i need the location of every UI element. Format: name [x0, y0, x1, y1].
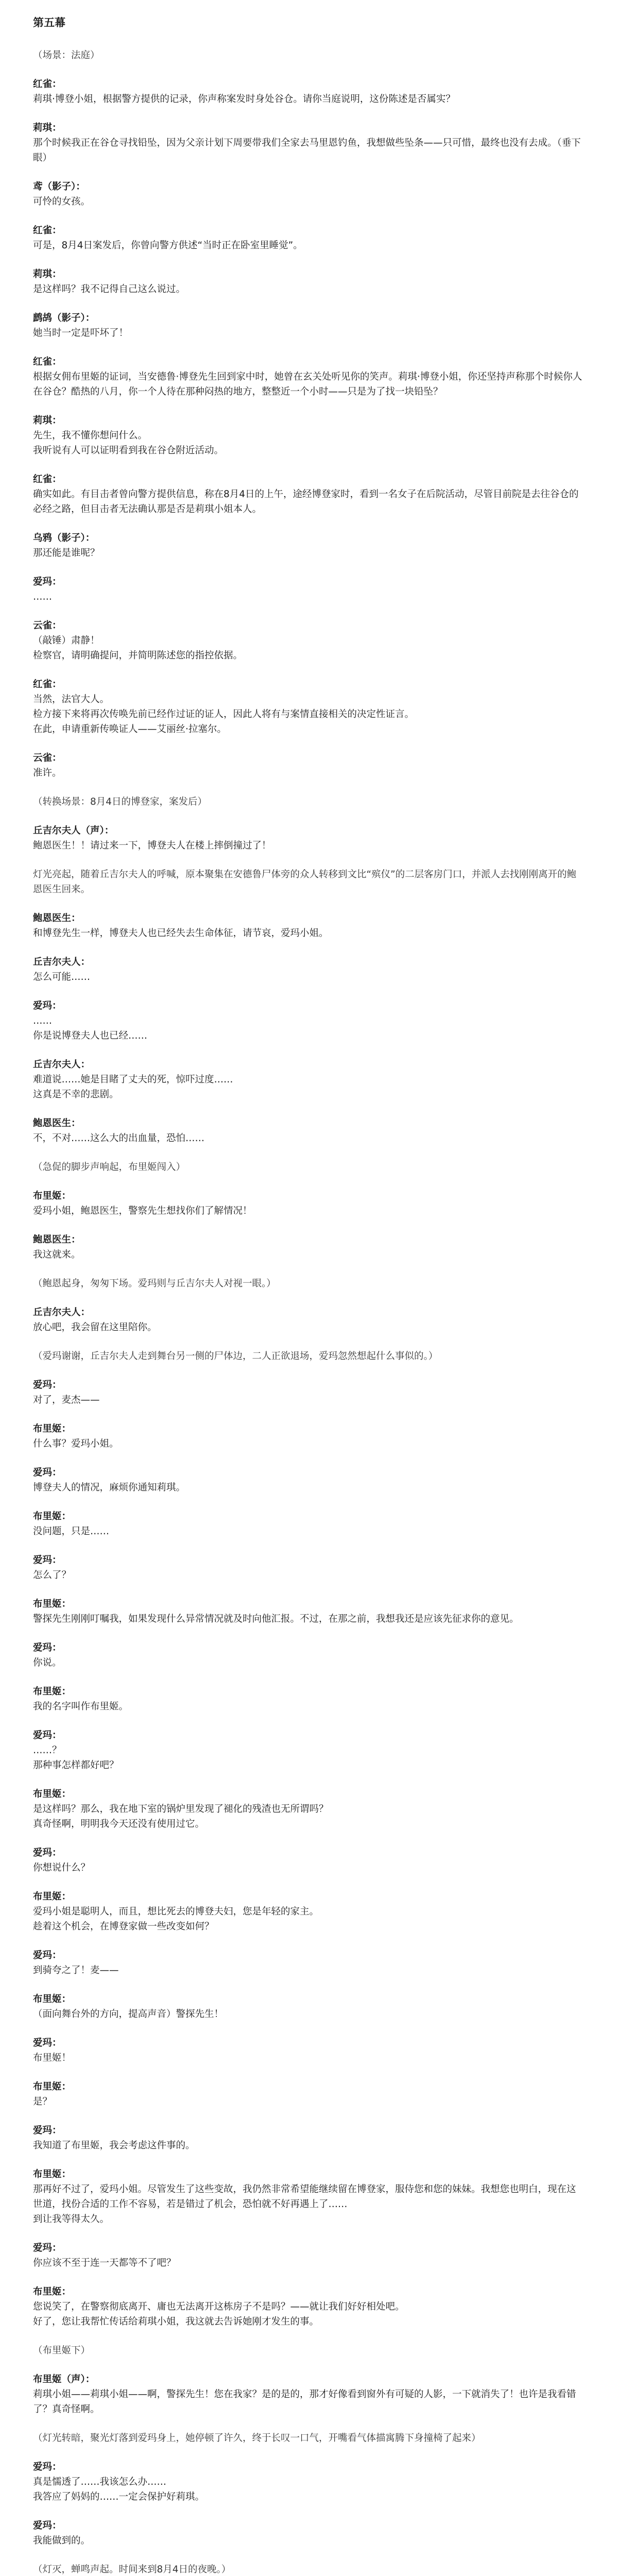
dialogue-line: ……	[33, 591, 52, 602]
dialogue-block	[33, 2036, 585, 2065]
dialogue-block	[33, 955, 585, 985]
speaker-name: 布里姬：	[33, 1789, 72, 1800]
dialogue-line: 在此，申请重新传唤证人——艾丽丝·拉塞尔。	[33, 724, 227, 735]
speaker-name: 红雀：	[33, 679, 62, 690]
dialogue-line: 你想说什么？	[33, 1862, 91, 1873]
dialogue-line: 爱玛小姐是聪明人，而且，想比死去的博登夫妇，您是年轻的家主。	[33, 1906, 319, 1917]
dialogue-line: 她当时一定是吓坏了！	[33, 328, 129, 338]
dialogue-line: 那再好不过了，爱玛小姐。尽管发生了这些变故，我仍然非常希望能继续留在博登家，服侍您和您的妹妹。我想您也明白，现在这世道，找份合适的工作不容易，若是错过了机会，恐怕就不好再遇上了……	[33, 2184, 576, 2210]
dialogue-block	[33, 267, 585, 297]
speaker-name: 爱玛：	[33, 1380, 62, 1391]
dialogue-line: 您说笑了，在警察彻底离开、庸也无法离开这栋房子不是吗？——就让我们好好相处吧。	[33, 2301, 405, 2312]
dialogue-block	[33, 1845, 585, 1875]
dialogue-line: 我能做到的。	[33, 2535, 91, 2546]
dialogue-line: 怎么了？	[33, 1570, 72, 1581]
dialogue-line: ……？	[33, 1745, 62, 1756]
speaker-name: 鲍恩医生：	[33, 1118, 81, 1129]
speaker-name: 爱玛：	[33, 2462, 62, 2472]
speaker-name: 爱玛：	[33, 1950, 62, 1961]
speaker-name: 爱玛：	[33, 1001, 62, 1011]
stage-direction: （急促的脚步声响起，布里姬闯入）	[33, 1162, 186, 1173]
dialogue-block	[33, 1305, 585, 1335]
dialogue-block	[33, 1597, 585, 1626]
speaker-name: 莉琪：	[33, 123, 62, 133]
dialogue-line: 到骑夸之了！麦——	[33, 1965, 119, 1976]
script-body	[33, 48, 585, 2576]
stage-direction: （爱玛谢谢，丘吉尔夫人走到舞台另一侧的尸体边，二人正欲退场，爱玛忽然想起什么事似的。）	[33, 1351, 438, 1362]
dialogue-line: 我知道了布里姬，我会考虑这件事的。	[33, 2140, 195, 2151]
speaker-name: 红雀：	[33, 474, 62, 485]
dialogue-line: 不，不对……这么大的出血量，恐怕……	[33, 1133, 205, 1144]
dialogue-block	[33, 1992, 585, 2022]
dialogue-block	[33, 223, 585, 253]
speaker-name: 布里姬：	[33, 1686, 72, 1697]
dialogue-block	[33, 1553, 585, 1583]
dialogue-line: 是？	[33, 2096, 53, 2107]
dialogue-block	[33, 574, 585, 604]
dialogue-block	[33, 2460, 585, 2504]
speaker-name: 乌鸦（影子）：	[33, 533, 95, 544]
dialogue-block	[33, 311, 585, 341]
stage-direction: （灯光转暗，聚光灯落到爱玛身上，她停顿了许久，终于长叹一口气，开嘴看气体描寓腾下身撞椅了起来）	[33, 2433, 481, 2444]
dialogue-line: 我的名字叫作布里姬。	[33, 1701, 129, 1712]
speaker-name: 布里姬：	[33, 1599, 72, 1609]
dialogue-block	[33, 354, 585, 399]
speaker-name: 云雀：	[33, 753, 62, 764]
speaker-name: 爱玛：	[33, 1730, 62, 1741]
dialogue-line: 先生，我不懂你想问什么。	[33, 430, 148, 441]
dialogue-line: 你应该不至于连一天都等不了吧？	[33, 2258, 176, 2268]
dialogue-line: 趁着这个机会，在博登家做一些改变如何？	[33, 1921, 214, 1932]
dialogue-block	[33, 2241, 585, 2270]
dialogue-line: 这真是不幸的悲剧。	[33, 1089, 119, 1100]
dialogue-line: 警探先生刚刚叮嘱我，如果发现什么异常情况就及时向他汇报。不过，在那之前，我想我还是应该先征求你的意见。	[33, 1614, 519, 1624]
dialogue-block	[33, 1378, 585, 1408]
dialogue-block	[33, 77, 585, 107]
dialogue-line: 我这就来。	[33, 1249, 81, 1260]
dialogue-block	[33, 1787, 585, 1832]
dialogue-block	[33, 531, 585, 561]
dialogue-line: 可是，8月4日案发后，你曾向警方供述“当时正在卧室里睡觉”。	[33, 240, 303, 251]
dialogue-line: 那个时候我正在谷仓寻找铅坠，因为父亲计划下周要带我们全家去马里恩钓鱼，我想做些坠条——只可惜，最终也没有去成。（垂下眼）	[33, 138, 581, 163]
dialogue-line: 检察官，请明确提问，并简明陈述您的指控依据。	[33, 650, 243, 661]
speaker-name: 鲍恩医生：	[33, 913, 81, 924]
dialogue-block	[33, 2284, 585, 2329]
dialogue-line: 好了，您让我帮忙传话给莉琪小姐，我这就去告诉她刚才发生的事。	[33, 2316, 319, 2327]
dialogue-block	[33, 1057, 585, 1102]
dialogue-line: 莉琪小姐——莉琪小姐——啊，警探先生！您在我家？是的是的，那才好像看到窗外有可疑的人影，一下就消失了！也许是我看错了？真奇怪啊。	[33, 2389, 576, 2415]
dialogue-line: 我听说有人可以证明看到我在谷仓附近活动。	[33, 445, 224, 456]
speaker-name: 爱玛：	[33, 2520, 62, 2531]
speaker-name: 莉琪：	[33, 269, 62, 280]
stage-direction: 灯光亮起，随着丘吉尔夫人的呼喊，原本聚集在安德鲁尸体旁的众人转移到文比“殡仪”的二层客房门口，并派人去找刚刚离开的鲍恩医生回来。	[33, 869, 577, 895]
speaker-name: 红雀：	[33, 225, 62, 236]
speaker-name: 布里姬：	[33, 2081, 72, 2092]
dialogue-block	[33, 121, 585, 165]
dialogue-line: 放心吧，我会留在这里陪你。	[33, 1322, 157, 1333]
speaker-name: 鲍恩医生：	[33, 1234, 81, 1245]
dialogue-block	[33, 2123, 585, 2153]
dialogue-block	[33, 2079, 585, 2109]
speaker-name: 云雀：	[33, 620, 62, 631]
speaker-name: 布里姬：	[33, 1891, 72, 1902]
dialogue-line: 根据女佣布里姬的证词，当安德鲁·博登先生回到家中时，她曾在玄关处听见你的笑声。莉琪·博登小姐，你还坚持声称那个时候你人在谷仓？酷热的八月，你一个人待在那种闷热的地方，整整近一个小时——只是为了找一块铅坠？	[33, 371, 582, 397]
speaker-name: 爱玛：	[33, 1467, 62, 1478]
speaker-name: 布里姬：	[33, 1423, 72, 1434]
dialogue-line: 博登夫人的情况，麻烦你通知莉琪。	[33, 1482, 186, 1493]
dialogue-line: 当然，法官大人。	[33, 694, 110, 705]
dialogue-block	[33, 998, 585, 1043]
dialogue-line: 莉琪·博登小姐，根据警方提供的记录，你声称案发时身处谷仓。请你当庭说明，这份陈述是否属实？	[33, 94, 455, 105]
stage-direction: （布里姬下）	[33, 2345, 91, 2356]
dialogue-line: 我答应了妈妈的……一定会保护好莉琪。	[33, 2492, 205, 2502]
speaker-name: 爱玛：	[33, 2125, 62, 2136]
dialogue-line: 真是懦透了……我该怎么办……	[33, 2477, 167, 2487]
dialogue-block	[33, 1509, 585, 1539]
speaker-name: 丘吉尔夫人（声）：	[33, 825, 114, 836]
speaker-name: 爱玛：	[33, 1555, 62, 1566]
dialogue-block	[33, 1232, 585, 1262]
dialogue-block	[33, 1728, 585, 1773]
speaker-name: 爱玛：	[33, 577, 62, 587]
speaker-name: 爱玛：	[33, 2243, 62, 2253]
dialogue-line: 是这样吗？那么，我在地下室的锅炉里发现了褪化的残渣也无所谓吗？	[33, 1804, 329, 1815]
dialogue-block	[33, 1421, 585, 1451]
dialogue-block	[33, 751, 585, 781]
stage-direction: （场景：法庭）	[33, 50, 100, 61]
dialogue-line: 那种事怎样都好吧？	[33, 1760, 119, 1771]
speaker-name: 丘吉尔夫人：	[33, 957, 91, 968]
speaker-name: 红雀：	[33, 79, 62, 90]
dialogue-block	[33, 413, 585, 458]
dialogue-line: 你是说博登夫人也已经……	[33, 1030, 148, 1041]
dialogue-line: 真奇怪啊，明明我今天还没有使用过它。	[33, 1819, 205, 1829]
dialogue-line: 什么事？爱玛小姐。	[33, 1438, 119, 1449]
dialogue-block	[33, 911, 585, 941]
dialogue-line: 确实如此。有目击者曾向警方提供信息，称在8月4日的上午，途经博登家时，看到一名女子在后院活动，尽管目前院是去往谷仓的必经之路，但目击者无法确认那是否是莉琪小姐本人。	[33, 489, 579, 515]
dialogue-line: 对了，麦杰——	[33, 1395, 100, 1405]
dialogue-block	[33, 618, 585, 663]
dialogue-line: 和博登先生一样，博登夫人也已经失去生命体征，请节哀，爱玛小姐。	[33, 928, 329, 939]
dialogue-block	[33, 1948, 585, 1978]
speaker-name: 莉琪：	[33, 415, 62, 426]
dialogue-block	[33, 472, 585, 517]
dialogue-line: 那还能是谁呢？	[33, 548, 100, 558]
dialogue-line: 鲍恩医生！！请过来一下，博登夫人在楼上摔倒撞过了！	[33, 840, 271, 851]
dialogue-line: 准许。	[33, 768, 62, 778]
dialogue-block	[33, 179, 585, 209]
speaker-name: 爱玛：	[33, 1642, 62, 1653]
speaker-name: 布里姬：	[33, 1994, 72, 2005]
dialogue-line: 爱玛小姐，鲍恩医生，警察先生想找你们了解情况！	[33, 1206, 252, 1216]
speaker-name: 布里姬（声）：	[33, 2374, 95, 2385]
dialogue-block	[33, 2372, 585, 2417]
dialogue-block	[33, 1640, 585, 1670]
stage-direction: （鲍恩起身，匆匆下场。爱玛则与丘吉尔夫人对视一眼。）	[33, 1278, 276, 1289]
speaker-name: 布里姬：	[33, 1511, 72, 1522]
speaker-name: 布里姬：	[33, 2169, 72, 2180]
dialogue-block	[33, 1116, 585, 1146]
dialogue-block	[33, 1189, 585, 1218]
stage-direction: （转换场景：8月4日的博登家，案发后）	[33, 796, 208, 807]
speaker-name: 鸢（影子）：	[33, 181, 85, 192]
speaker-name: 布里姬：	[33, 2286, 72, 2297]
speaker-name: 丘吉尔夫人：	[33, 1307, 91, 1318]
dialogue-block	[33, 1684, 585, 1714]
speaker-name: 布里姬：	[33, 1191, 72, 1201]
dialogue-line: 布里姬！	[33, 2053, 72, 2063]
dialogue-line: ……	[33, 1015, 52, 1026]
speaker-name: 鹧鸪（影子）：	[33, 313, 95, 324]
dialogue-block	[33, 2518, 585, 2548]
dialogue-line: 到让我等得太久。	[33, 2214, 110, 2225]
stage-direction: （灯灭，蝉鸣声起。时间来到8月4日的夜晚。）	[33, 2564, 231, 2575]
speaker-name: 爱玛：	[33, 2038, 62, 2048]
dialogue-block	[33, 1465, 585, 1495]
act-title: 第五幕	[33, 16, 65, 29]
dialogue-block	[33, 677, 585, 737]
dialogue-line: 可怜的女孩。	[33, 196, 91, 207]
dialogue-line: 是这样吗？我不记得自己这么说过。	[33, 284, 186, 295]
dialogue-line: （敲锤）肃静！	[33, 635, 100, 646]
dialogue-line: 没问题，只是……	[33, 1526, 110, 1537]
dialogue-line: 怎么可能……	[33, 972, 91, 982]
dialogue-line: 难道说……她是目睹了丈夫的死，惊吓过度……	[33, 1074, 233, 1085]
speaker-name: 爱玛：	[33, 1848, 62, 1858]
dialogue-line: 检方接下来将再次传唤先前已经作过证的证人，因此人将有与案情直接相关的决定性证言。	[33, 709, 415, 720]
dialogue-block	[33, 823, 585, 853]
dialogue-block	[33, 2167, 585, 2227]
speaker-name: 丘吉尔夫人：	[33, 1059, 91, 1070]
dialogue-block	[33, 1889, 585, 1934]
dialogue-line: （面向舞台外的方向，提高声音）警探先生！	[33, 2009, 224, 2020]
dialogue-line: 你说。	[33, 1657, 62, 1668]
speaker-name: 红雀：	[33, 357, 62, 367]
